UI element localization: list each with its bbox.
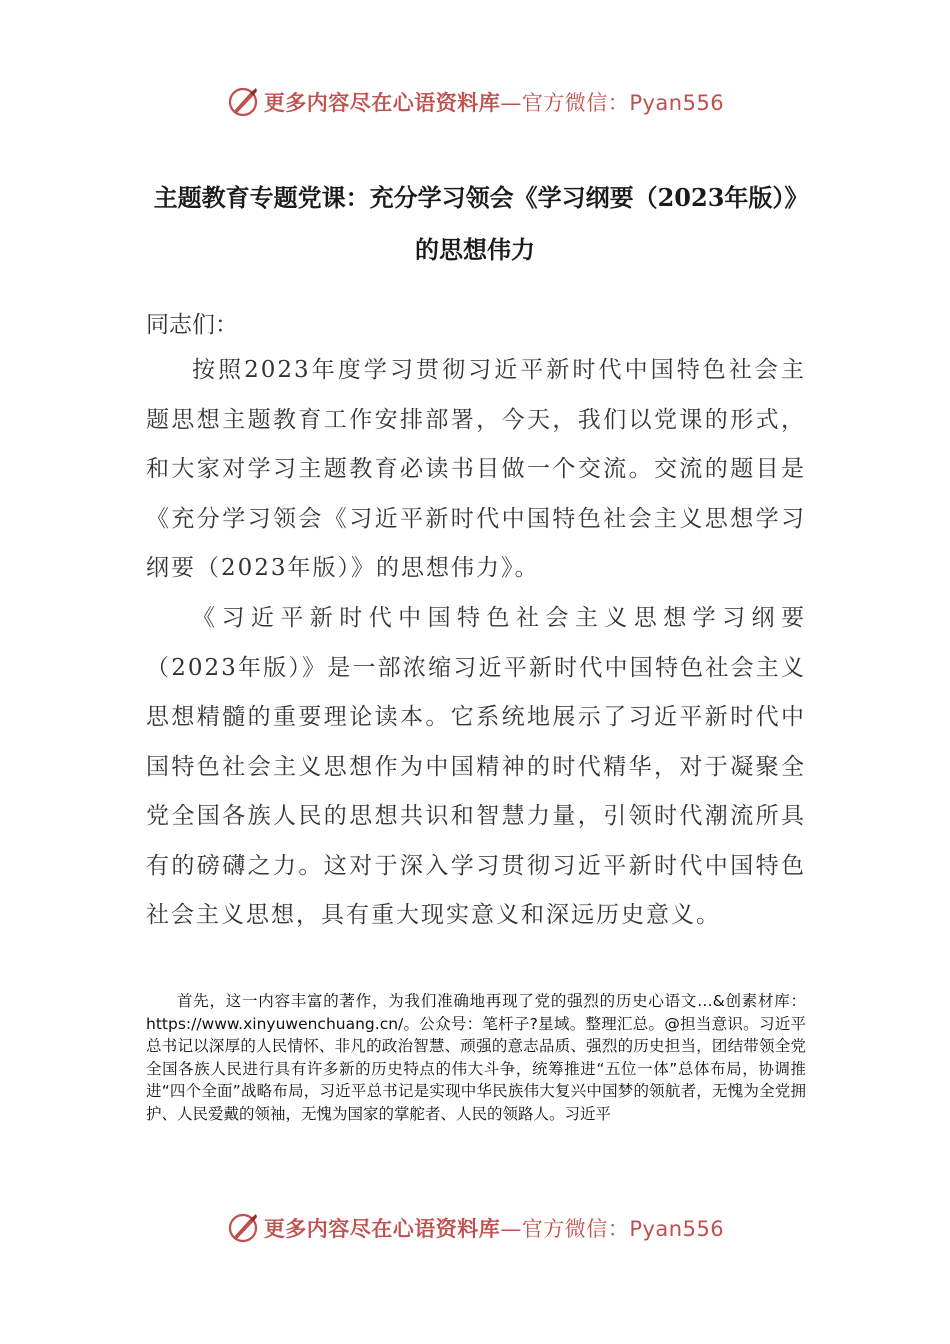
footer-banner xyxy=(0,1206,950,1250)
body-paragraph-small: 首先，这一内容丰富的著作，为我们准确地再现了党的强烈的历史心语文…&创素材库：https://www.xinyuwenchuang.cn/。公众号：笔杆子?星域。整理汇总。@担当意识。习近平总书记以深厚的人民情怀、非凡的政治智慧、顽强的意志品质、强烈的历史担当，团结带领全党全国各族人民进行具有许多新的历史特点的伟大斗争，统筹推进“五位一体”总体布局，协调推进“四个全面”战略布局，习近平总书记是实现中华民族伟大复兴中国梦的领航者，无愧为全党拥护、人民爱戴的领袖，无愧为国家的掌舵者、人民的领路人。习近平 xyxy=(146,992,806,1123)
banner-text: 更多内容尽在心语资料库—官方微信：Pyan556 xyxy=(263,1217,725,1241)
body-paragraph-2: 《习近平新时代中国特色社会主义思想学习纲要（2023年版）》是一部浓缩习近平新时代中国特色社会主义思想精髓的重要理论读本。它系统地展示了习近平新时代中国特色社会主义思想作为中国精神的时代精华，对于凝聚全党全国各族人民的思想共识和智慧力量，引领时代潮流所具有的磅礴之力。这对于深入学习贯彻习近平新时代中国特色社会主义思想，具有重大现实意义和深远历史意义。 xyxy=(146,605,806,928)
salutation: 同志们： xyxy=(146,312,238,338)
body-paragraph-1: 按照2023年度学习贯彻习近平新时代中国特色社会主题思想主题教育工作安排部署，今天，我们以党课的形式，和大家对学习主题教育必读书目做一个交流。交流的题目是《充分学习领会《习近平新时代中国特色社会主义思想学习纲要（2023年版）》的思想伟力》。 xyxy=(146,357,806,581)
quill-pen-logo-icon xyxy=(226,1211,260,1245)
header-banner xyxy=(0,80,950,124)
banner-text: 更多内容尽在心语资料库—官方微信：Pyan556 xyxy=(263,91,725,115)
document-title: 主题教育专题党课：充分学习领会《学习纲要（2023年版）》的思想伟力 xyxy=(153,183,797,264)
quill-pen-logo-icon xyxy=(226,85,260,119)
